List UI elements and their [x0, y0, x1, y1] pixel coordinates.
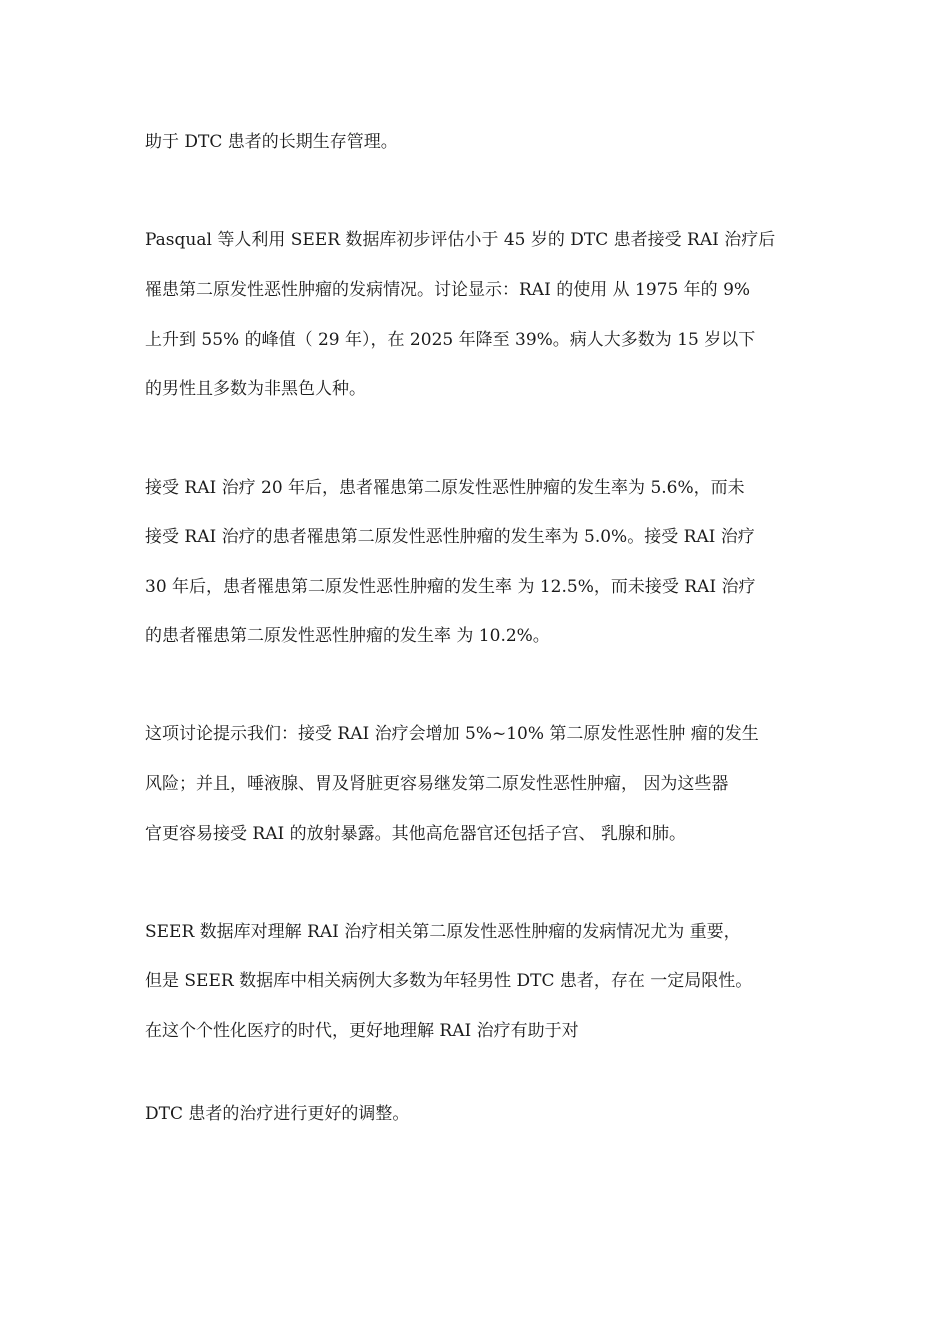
paragraph-1-line-1: 罹患第二原发性恶性肿瘤的发病情况。讨论显示：RAI 的使用 从 1975 年的 9%	[145, 280, 751, 300]
paragraph-0-line-0: 助于 DTC 患者的长期生存管理。	[145, 132, 398, 152]
paragraph-1-line-0: Pasqual 等人利用 SEER 数据库初步评估小于 45 岁的 DTC 患者接受 RAI 治疗后	[145, 230, 776, 250]
paragraph-3-line-0: 这项讨论提示我们：接受 RAI 治疗会增加 5%~10% 第二原发性恶性肿 瘤的发生	[145, 724, 759, 744]
paragraph-4-line-2: 在这个个性化医疗的时代，更好地理解 RAI 治疗有助于对	[145, 1021, 579, 1041]
paragraph-2-line-0: 接受 RAI 治疗 20 年后，患者罹患第二原发性恶性肿瘤的发生率为 5.6%，而未	[145, 478, 745, 498]
paragraph-2-line-3: 的患者罹患第二原发性恶性肿瘤的发生率 为 10.2%。	[145, 626, 550, 646]
paragraph-1-line-2: 上升到 55% 的峰值（ 29 年），在 2025 年降至 39%。病人大多数为 15 岁以下	[145, 330, 756, 350]
paragraph-2-line-1: 接受 RAI 治疗的患者罹患第二原发性恶性肿瘤的发生率为 5.0%。接受 RAI 治疗	[145, 527, 755, 547]
paragraph-3-line-2: 官更容易接受 RAI 的放射暴露。其他高危器官还包括子宫、 乳腺和肺。	[145, 824, 687, 844]
paragraph-1-line-3: 的男性且多数为非黑色人种。	[145, 379, 366, 399]
paragraph-5-line-0: DTC 患者的治疗进行更好的调整。	[145, 1104, 410, 1124]
paragraph-4-line-1: 但是 SEER 数据库中相关病例大多数为年轻男性 DTC 患者，存在 一定局限性。	[145, 971, 753, 991]
paragraph-3-line-1: 风险；并且，唾液腺、胃及肾脏更容易继发第二原发性恶性肿瘤， 因为这些器	[145, 774, 729, 794]
paragraph-4-line-0: SEER 数据库对理解 RAI 治疗相关第二原发性恶性肿瘤的发病情况尤为 重要，	[145, 922, 741, 942]
paragraph-2-line-2: 30 年后，患者罹患第二原发性恶性肿瘤的发生率 为 12.5%，而未接受 RAI 治疗	[145, 577, 756, 597]
